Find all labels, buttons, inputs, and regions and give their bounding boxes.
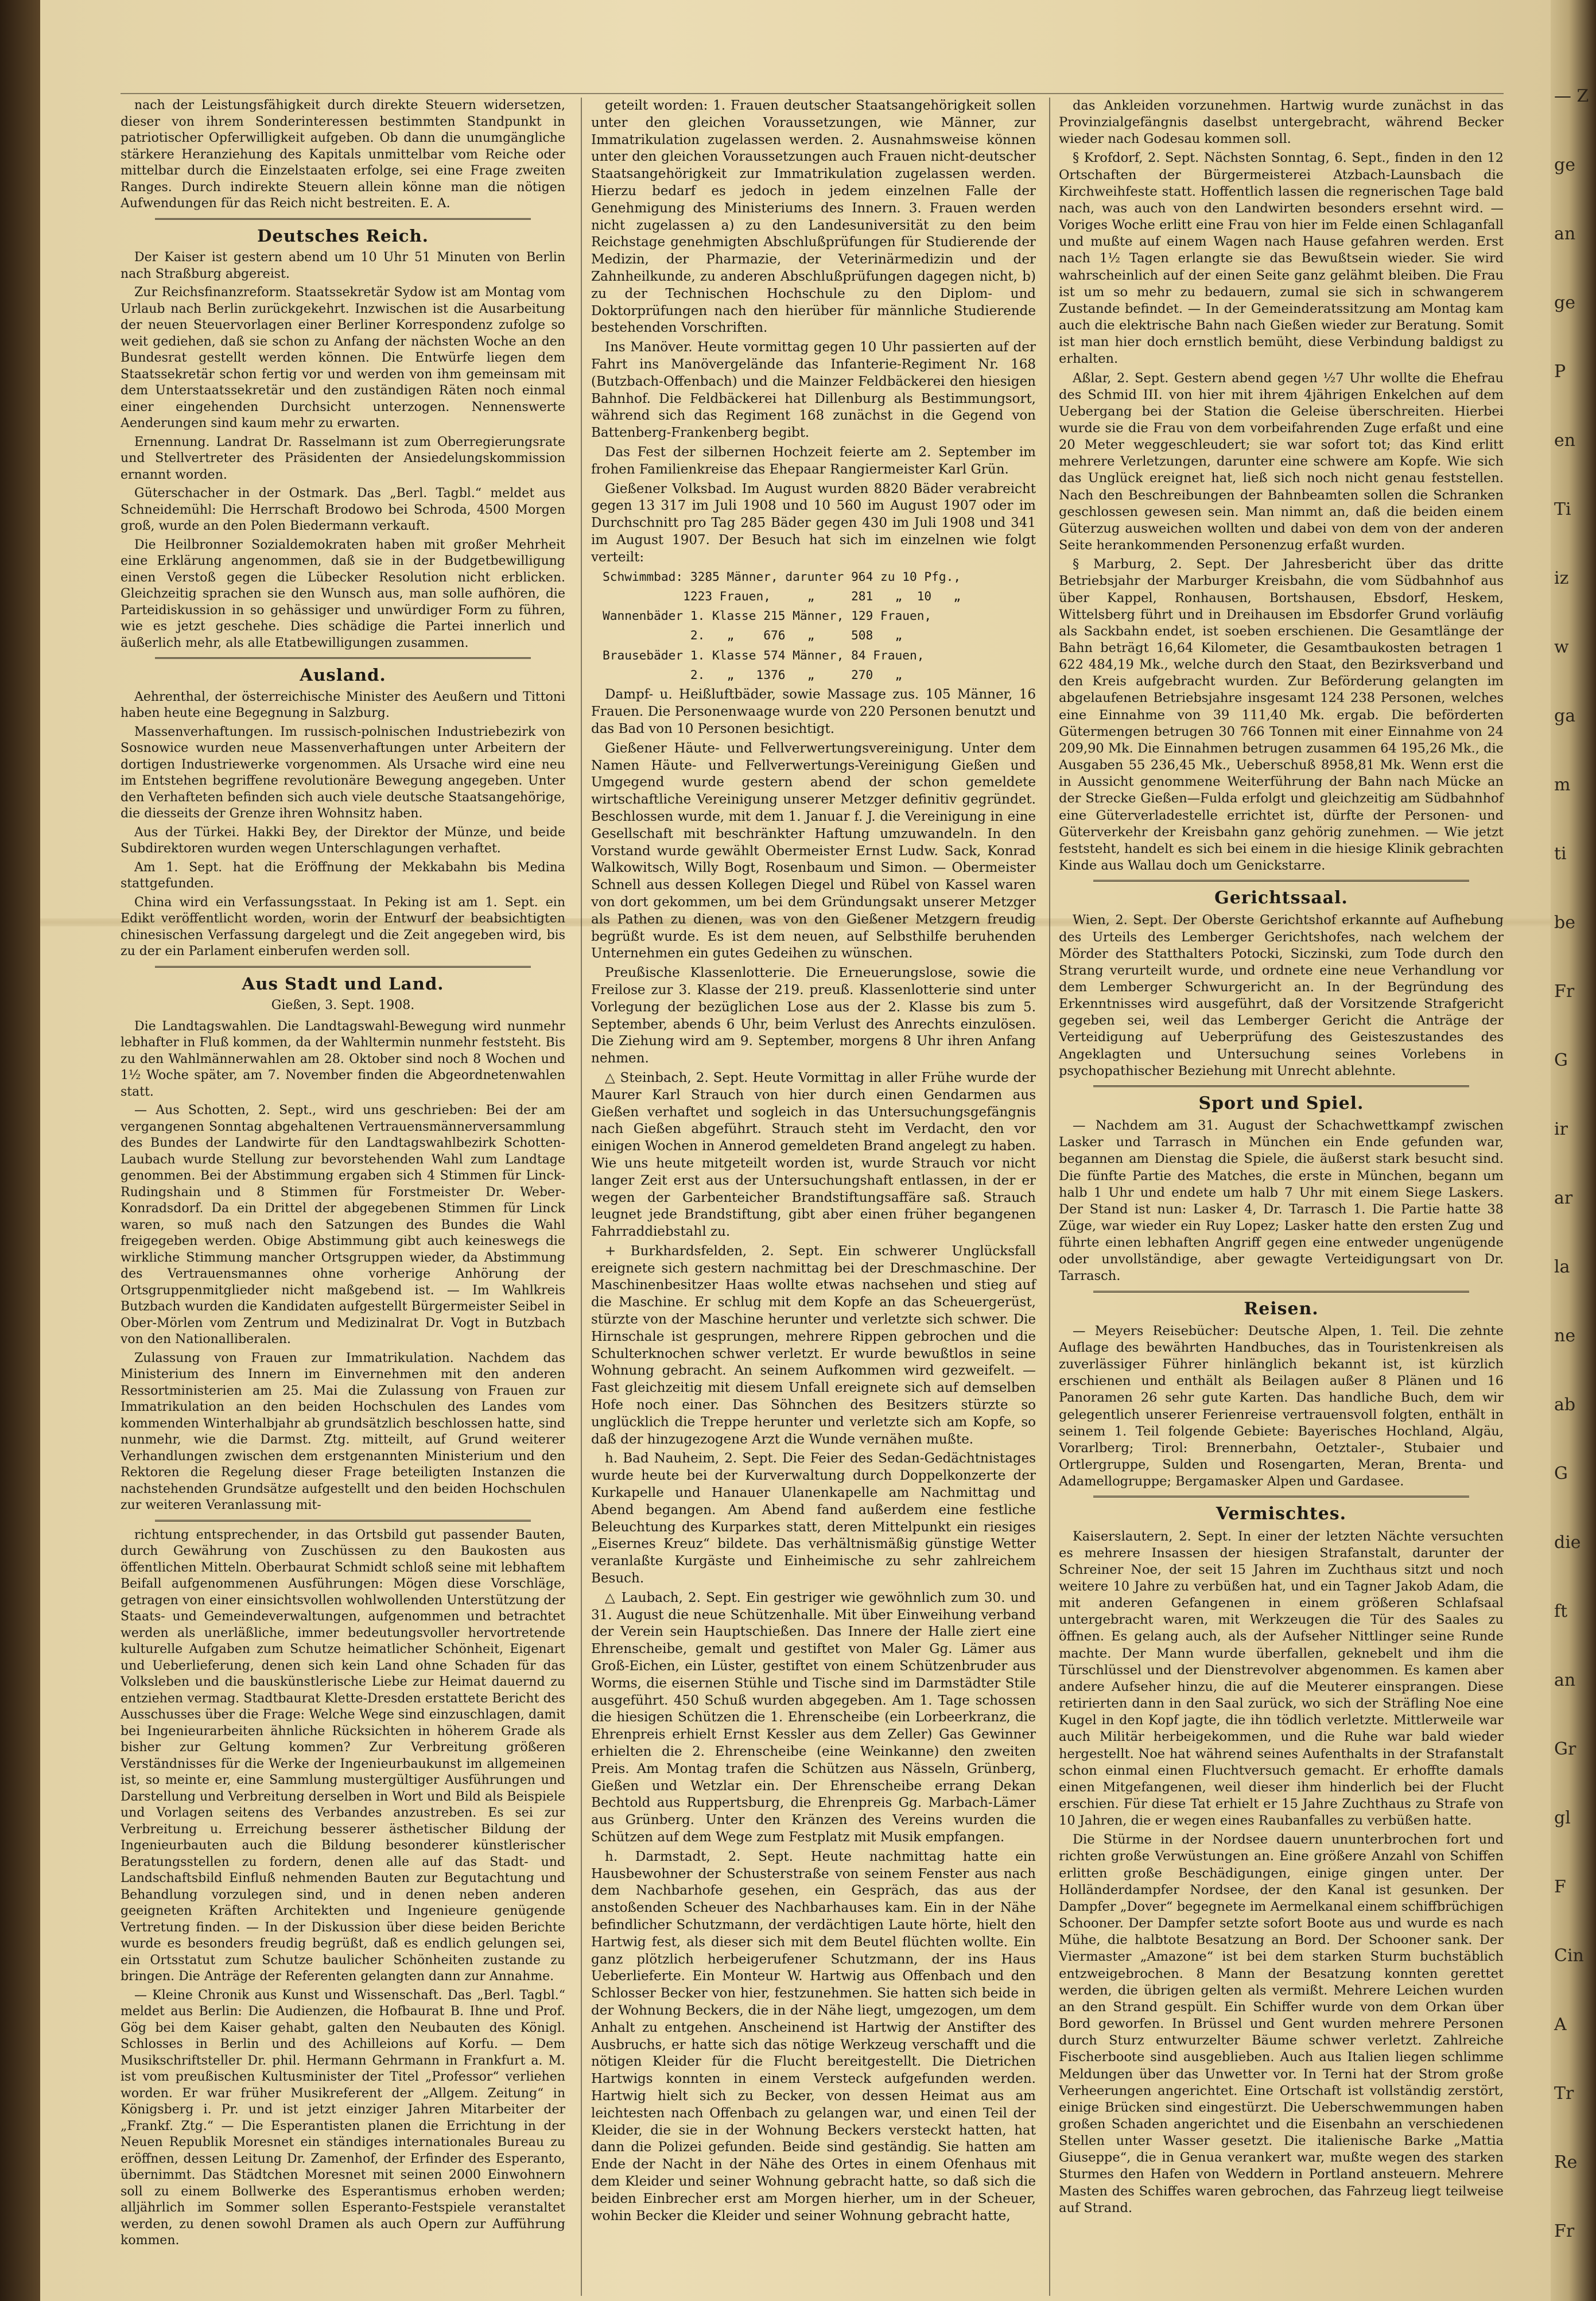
- article-paragraph: Gießener Häute- und Fellverwertungsvereinigung. Unter dem Namen Häute- und Fellverwertungs-Vereinigung Gießen und Umgegend wurde gestern abend der schon gemeldete wirtschaftliche Vereinigung unserer Metzger definitiv gegründet. Beschlossen wurde, mit dem 1. Januar f. J. die Vereinigung in eine Gesellschaft mit beschränkter Haftung umzuwandeln. In den Vorstand wurde gewählt Obermeister Ernst Ludw. Sack, Konrad Walkowitsch, Willy Bogt, Rosenbaum und Simon. — Obermeister Schnell aus dessen Kollegen Diegel und Rübel von Kassel waren von dort gekommen, um bei dem Gründungsakt unserer Metzger als Pathen zu dienen, was von den Gießener Metzgern freudig begrüßt wurde. Es ist dem neuen, auf Selbsthilfe beruhenden Unternehmen ein gutes Gedeihen zu wünschen.: [591, 740, 1036, 961]
- section-heading-ausland: Ausland.: [300, 665, 386, 685]
- adjacent-page-fragment: Re: [1554, 2152, 1578, 2172]
- article-paragraph: Aus der Türkei. Hakki Bey, der Direktor der Münze, und beide Subdirektoren wurden wegen Unterschlagungen verhaftet.: [121, 825, 565, 856]
- article-paragraph: Zulassung von Frauen zur Immatrikulation. Nachdem das Ministerium des Innern im Einvernehmen mit den anderen Ressortministerien am 25. Mai die Zulassung von Frauen zur Immatrikulation an den beiden Hochschulen des Landes vom kommenden Winterhalbjahr ab grundsätzlich beschlossen hatte, sind nunmehr, wie die Darmst. Ztg. mitteilt, auf Grund weiterer Verhandlungen zwischen dem erstgenannten Ministerium und den Rektoren die Regelung dieser Frage beteiligten Instanzen die nachstehenden Grundsätze aufgestellt und den beiden Hochschulen zur weiteren Veranlassung mit-: [121, 1351, 565, 1512]
- adjacent-page-fragment: w: [1554, 637, 1569, 657]
- article-paragraph: Preußische Klassenlotterie. Die Erneuerungslose, sowie die Freilose zur 3. Klasse der 219. preuß. Klassenlotterie sind unter Vorlegung der bezüglichen Lose aus der 2. Klasse bis zum 5. September, abends 6 Uhr, beim Verlust des Anrechts einzulösen. Die Ziehung wird am 9. September, morgens 8 Uhr ihren Anfang nehmen.: [591, 965, 1036, 1066]
- column-rule-1: [581, 98, 582, 2296]
- header-rule: [121, 93, 1504, 94]
- article-paragraph: — Kleine Chronik aus Kunst und Wissenschaft. Das „Berl. Tagbl.“ meldet aus Berlin: Die Audienzen, die Hofbaurat B. Ihne und Prof. Gög bei dem Kaiser gehabt, galten den Neubauten des Königl. Schlosses in Berlin und des Achilleions auf Korfu. — Dem Musikschriftsteller Dr. phil. Hermann Gehrmann in Frankfurt a. M. ist vom preußischen Kultusminister der Titel „Professor“ verliehen worden. Er war früher Musikreferent der „Allgem. Zeitung“ in Königsberg i. Pr. und ist jetzt einziger Jahren Mitarbeiter der „Frankf. Ztg.“ — Die Esperantisten planen die Errichtung in der Neuen Republik Moresnet ein ständiges internationales Bureau zu eröffnen, dessen Leitung Dr. Zamenhof, der Erfinder des Esperanto, übernimmt. Das Städtchen Moresnet mit seinen 2000 Einwohnern soll zu einem Bollwerke des Esperantismus erhoben werden; alljährlich im Sommer sollen Esperanto-Festspiele veranstaltet werden, zu denen sowohl Dramen als auch Opern zur Aufführung kommen.: [121, 1988, 565, 2248]
- adjacent-page-fragment: ir: [1554, 1119, 1568, 1139]
- bath-statistics-line: 2. „ 676 „ 508 „: [603, 628, 903, 643]
- adjacent-page-fragment: Cin: [1554, 1946, 1584, 1966]
- section-divider: [155, 657, 531, 659]
- article-paragraph: Der Kaiser ist gestern abend um 10 Uhr 51 Minuten von Berlin nach Straßburg abgereist.: [121, 250, 565, 281]
- article-paragraph: Aehrenthal, der österreichische Minister des Aeußern und Tittoni haben heute eine Begegnung in Salzburg.: [121, 689, 565, 720]
- article-paragraph: △ Steinbach, 2. Sept. Heute Vormittag in aller Frühe wurde der Maurer Karl Strauch von hier durch einen Gendarmen aus Gießen verhaftet und sogleich in das Untersuchungsgefängnis nach Gießen abgeführt. Strauch steht im Verdacht, den vor einigen Wochen in Annerod gemeldeten Brand angelegt zu haben. Wie uns heute mitgeteilt worden ist, wurde Strauch vor nicht langer Zeit erst aus der Untersuchungshaft entlassen, in der er wegen der Garbenteicher Brandstiftungsaffäre saß. Strauch leugnet jede Brandstiftung, gibt aber einen früher begangenen Fahrraddiebstahl zu.: [591, 1070, 1036, 1240]
- article-paragraph: Massenverhaftungen. Im russisch-polnischen Industriebezirk von Sosnowice wurden neue Massenverhaftungen unter Arbeitern der dortigen Industriewerke vorgenommen. Als Ursache wird eine neu im Entstehen begriffene revolutionäre Bewegung angegeben. Unter den Verhafteten befinden sich auch viele deutsche Staatsangehörige, die diesseits der Grenze ihren Wohnsitz haben.: [121, 724, 565, 821]
- adjacent-page-fragment: ne: [1554, 1326, 1576, 1346]
- adjacent-page-fragment: Fr: [1554, 981, 1575, 1002]
- section-divider: [1093, 1085, 1469, 1087]
- section-heading-vermischtes: Vermischtes.: [1216, 1504, 1347, 1524]
- column-rule-2: [1049, 98, 1050, 2296]
- article-paragraph: △ Laubach, 2. Sept. Ein gestriger wie gewöhnlich zum 30. und 31. August die neue Schützenhalle. Mit über Einweihung verband der Verein sein Hauptschießen. Das Innere der Halle ziert eine Ehrenscheibe, gemalt und gestiftet von Maler Gg. Lämer aus Groß-Eichen, ein Lüster, gestiftet von einem Schützenbruder aus Worms, die eisernen Stühle und Tische sind im Darmstädter Stile ausgeführt. 450 Schuß wurden abgegeben. Am 1. Tage schossen die hiesigen Schützen die 1. Ehrenscheibe (ein Lorbeerkranz, die Ehrenpreis erhielt Ernst Kessler aus dem Zeller) Gas Gewinner erhielten die 2. Ehrenscheibe (eine Weinkanne) den zweiten Preis. Am Montag trafen die Schützen aus Nässeln, Grünberg, Gießen und Wetzlar ein. Der Ehrenscheibe errang Dekan Bechtold aus Ruppertsburg, die Ehrenpreis Gg. Marbach-Lämer aus Grünberg. Unter den Kränzen des Vereins wurden die Schützen auf dem Wege zum Festplatz mit Musik empfangen.: [591, 1590, 1036, 1845]
- bath-statistics-line: Schwimmbad: 3285 Männer, darunter 964 zu 10 Pfg.,: [603, 569, 961, 584]
- article-paragraph: Am 1. Sept. hat die Eröffnung der Mekkabahn bis Medina stattgefunden.: [121, 860, 565, 891]
- adjacent-page-fragment: iz: [1554, 568, 1569, 588]
- adjacent-page-edge: [1551, 0, 1596, 2301]
- article-paragraph: Ins Manöver. Heute vormittag gegen 10 Uhr passierten auf der Fahrt ins Manövergelände das Infanterie-Regiment Nr. 168 (Butzbach-Offenbach) und die Mainzer Feldbäckerei den hiesigen Bahnhof. Die Feldbäckerei hat Dillenburg als Bestimmungsort, während sich das Regiment 168 zunächst in die Gegend von Battenberg-Frankenberg begibt.: [591, 340, 1036, 441]
- adjacent-page-fragment: en: [1554, 430, 1576, 451]
- article-paragraph: — Aus Schotten, 2. Sept., wird uns geschrieben: Bei der am vergangenen Sonntag abgehaltenen Vertrauensmännerversammlung des Bundes der Landwirte für den Landtagswahlbezirk Schotten-Laubach wurde Stellung zur bevorstehenden Wahl zum Landtage genommen. Bei der Abstimmung ergaben sich 4 Stimmen für Linck-Rudingshain und 8 Stimmen für Forstmeister Dr. Weber-Konradsdorf. Da ein Drittel der abgegebenen Stimmen für Linck waren, so muß nach den Satzungen des Bundes die Wahl freigegeben werden. Obige Abstimmung gibt auch keineswegs die wirkliche Stimmung mancher Ortsgruppen wieder, da Abstimmung des Vertrauensmannes ohne vorherige Anhörung der Ortsgruppenmitglieder nicht maßgebend ist. — Im Wahlkreis Butzbach wurden die Kandidaten aufgestellt Bürgermeister Seibel in Ober-Mörlen vom Zentrum und Medizinalrat Dr. Vogt in Butzbach von den Nationalliberalen.: [121, 1103, 565, 1347]
- bath-statistics-line: 1223 Frauen, „ 281 „ 10 „: [603, 588, 961, 603]
- article-paragraph: + Burkhardsfelden, 2. Sept. Ein schwerer Unglücksfall ereignete sich gestern nachmittag bei der Dreschmaschine. Der Maschinenbesitzer Haas wollte etwas nachsehen und stieg auf die Maschine. Er schlug mit dem Kopfe an das Scheuergerüst, stürzte von der Maschine herunter und verletzte sich schwer. Die Hirnschale ist gesprungen, mehrere Rippen gebrochen und die Schulterknochen schwer verletzt. Er wurde bewußtlos in seine Wohnung gebracht. An seinem Aufkommen wird gezweifelt. — Fast gleichzeitig mit diesem Unfall ereignete sich auf demselben Hofe noch einer. Das Söhnchen des Besitzers stürzte so unglücklich die Treppe herunter und verletzte sich am Kopfe, so daß der hinzugezogene Arzt die Wunde vernähen mußte.: [591, 1243, 1036, 1447]
- article-paragraph: Das Fest der silbernen Hochzeit feierte am 2. September im frohen Familienkreise das Ehepaar Rangiermeister Karl Grün.: [591, 444, 1036, 477]
- article-paragraph: Güterschacher in der Ostmark. Das „Berl. Tagbl.“ meldet aus Schneidemühl: Die Herrschaft Brodowo bei Schroda, 4500 Morgen groß, wurde an den Polen Biedermann verkauft.: [121, 486, 565, 533]
- adjacent-page-fragment: Ti: [1554, 499, 1571, 519]
- adjacent-page-fragment: la: [1554, 1257, 1570, 1277]
- adjacent-page-fragment: P: [1554, 362, 1566, 382]
- bath-statistics-line: 2. „ 1376 „ 270 „: [603, 668, 903, 682]
- adjacent-page-fragment: die: [1554, 1532, 1581, 1553]
- section-divider: [1093, 880, 1469, 882]
- adjacent-page-fragment: ga: [1554, 706, 1576, 726]
- article-paragraph: — Meyers Reisebücher: Deutsche Alpen, 1. Teil. Die zehnte Auflage des bewährten Handbuches, das in Touristenkreisen als zuverlässiger Führer hinlänglich bekannt ist, ist kürzlich erschienen und enthält als Beilagen außer 8 Plänen und 16 Panoramen 26 sehr gute Karten. Das handliche Buch, dem wir gelegentlich unserer Ferienreise vertrauensvoll folgten, enthält in seinem 1. Teil folgende Gebiete: Bayerisches Hochland, Algäu, Vorarlberg; Tirol: Brennerbahn, Oetztaler-, Stubaier und Ortlergruppe, Sulden und Rosengarten, Meran, Brenta- und Adamellogruppe; Bergamasker Alpen und Gardasee.: [1059, 1323, 1504, 1489]
- column-3: [1059, 98, 1504, 2219]
- intro-paragraph: nach der Leistungsfähigkeit durch direkte Steuern widersetzen, dieser von ihrem Sonderinteressen bestimmten Standpunkt in patriotischer Opferwilligkeit aufgeben. Ob dann die unumgängliche stärkere Heranziehung des Kapitals unmittelbar vom Reiche oder mittelbar durch die Einzelstaaten erfolge, sei eine Frage zweiten Ranges. Durch indirekte Steuern allein könne man die nötigen Aufwendungen für das Reich nicht bestreiten. E. A.: [121, 98, 565, 211]
- column-2: [591, 98, 1036, 2227]
- adjacent-page-fragment: Gr: [1554, 1739, 1576, 1759]
- section-divider: [155, 966, 531, 968]
- section-heading-stadt-und-land: Aus Stadt und Land.: [242, 973, 444, 994]
- article-paragraph: Aßlar, 2. Sept. Gestern abend gegen ½7 Uhr wollte die Ehefrau des Schmid III. von hier mit ihrem 4jährigen Enkelchen auf dem Uebergang bei der Station die Geleise überschreiten. Hierbei wurde sie die Frau von dem vorbeifahrenden Zuge erfaßt und eine 20 Meter weggeschleudert; sie war sofort tot; das Kind erlitt mehrere Verletzungen, darunter eine schwere am Kopfe. Wie sich das Unglück ereignet hat, ließ sich noch nicht genau feststellen. Nach den Beschreibungen der Bahnbeamten sollen die Schranken geschlossen gewesen sein. Man nimmt an, daß die beiden einem Güterzug ausweichen wollten und dabei von dem von der anderen Seite herankommenden Personenzug erfaßt wurden.: [1059, 370, 1504, 553]
- article-paragraph: § Krofdorf, 2. Sept. Nächsten Sonntag, 6. Sept., finden in den 12 Ortschaften der Bürgermeisterei Atzbach-Launsbach die Kirchweihfeste statt. Hoffentlich lassen die regnerischen Tage bald nach, was auch von den Landwirten besonders ersehnt wird. — Voriges Woche erlitt eine Frau von hier im Felde einen Schlaganfall und mußte auf einem Wagen nach Hause gefahren werden. Erst nach 1½ Tagen erlangte sie das Bewußtsein wieder. Sie wird wahrscheinlich auf der einen Seite ganz gelähmt bleiben. Die Frau ist um so mehr zu bedauern, zumal sie sich in schwangerem Zustande befindet. — In der Gemeinderatssitzung am Montag kam auch die elektrische Bahn nach Gießen wieder zur Beratung. Somit ist man hier doch ernstlich bemüht, diese Verbindung baldigst zu erhalten.: [1059, 150, 1504, 367]
- section-divider: [155, 218, 531, 220]
- adjacent-page-fragment: Fr: [1554, 2221, 1575, 2241]
- article-paragraph: h. Darmstadt, 2. Sept. Heute nachmittag hatte ein Hausbewohner der Schusterstraße von seinem Fenster aus nach dem Nachbarhofe gesehen, ein Gespräch, das aus der anstoßenden Scheuer des Nachbarhauses kam. Ein in der Nähe befindlicher Schutzmann, der verdächtigen Laute hörte, hielt den Hartwig fest, als dieser sich mit dem Beutel flüchten wollte. Ein ganz plötzlich herbeigerufener Schutzmann, der ins Haus Ueberlieferte. Ein Monteur W. Hartwig aus Offenbach und den Schlosser Becker von hier, festzunehmen. Sie hatten sich beide in der Wohnung Beckers, die in der Nähe liegt, umgezogen, um dem Anhalt zu entgehen. Anscheinend ist Hartwig der Anstifter des Ausbruchs, er hatte sich das nötige Werkzeug verschafft und die nötigen Kleider für die Flucht bereitgestellt. Die Dietrichen Hartwigs konnten in einem Versteck aufgefunden werden. Hartwig hielt sich zu Becker, von dessen Heimat aus am leichtesten nach Offenbach zu gelangen war, und einen Teil der Kleider, die sie in der Wohnung Beckers versteckt hatten, hat dann die Polizei gefunden. Beide sind geständig. Sie hatten am Ende der Nacht in der Nähe des Ortes in einem Ofenhaus mit dem Kleider und seiner Wohnung gebracht hatte, so daß sich die beiden Einbrecher erst am Morgen hierher, um in der Scheuer, wohin Becker die Kleider und seiner Wohnung gebracht hatte,: [591, 1849, 1036, 2224]
- adjacent-page-fragment: F: [1554, 1877, 1566, 1897]
- article-paragraph: h. Bad Nauheim, 2. Sept. Die Feier des Sedan-Gedächtnistages wurde heute bei der Kurverwaltung durch Doppelkonzerte der Kurkapelle und Hanauer Ulanenkapelle am Nachmittag und Abend begangen. Am Abend fand außerdem eine festliche Beleuchtung des Kurparkes statt, deren Mittelpunkt ein riesiges „Eisernes Kreuz“ bildete. Das verhältnismäßig günstige Wetter veranlaßte Kurgäste und Einheimische zu sehr zahlreichem Besuch.: [591, 1451, 1036, 1586]
- section-divider: [1093, 1291, 1469, 1293]
- bath-statistics-line: Wannenbäder 1. Klasse 215 Männer, 129 Frauen,: [603, 608, 932, 623]
- section-heading-gerichtssaal: Gerichtssaal.: [1214, 888, 1348, 909]
- article-paragraph: geteilt worden: 1. Frauen deutscher Staatsangehörigkeit sollen unter den gleichen Voraussetzungen, wie Männer, zur Immatrikulation zugelassen werden. 2. Ausnahmsweise können unter den gleichen Voraussetzungen auch Frauen nicht-deutscher Staatsangehörigkeit zur Immatrikulation zugelassen werden. Hierzu bedarf es jedoch in jedem einzelnen Falle der Genehmigung des Ministeriums des Innern. 3. Frauen werden nicht zugelassen a) zu den Landesuniversität zu den beim Reichstage genehmigten Abschlußprüfungen für Studierende der Medizin, der Pharmazie, der Veterinärmedizin und der Zahnheilkunde, zu anderen Abschlußprüfungen dagegen nicht, b) zu der Technischen Hochschule zu den Diplom- und Doktorprüfungen nach den hierüber für männliche Studierende bestehenden Vorschriften.: [591, 98, 1036, 336]
- adjacent-page-fragment: ti: [1554, 844, 1567, 864]
- adjacent-page-fragment: an: [1554, 224, 1576, 244]
- article-paragraph: richtung entsprechender, in das Ortsbild gut passender Bauten, durch Gewährung von Zuschüssen zu den Baukosten aus öffentlichen Mitteln. Oberbaurat Schmidt schloß seine mit lebhaftem Beifall aufgenommenen Ausführungen: Mögen diese Vorschläge, getragen von einer einsichtsvollen wohlwollenden Unterstützung der Staats- und Gemeindeverwaltungen, aufgenommen und betrachtet werden als unerläßliche, immer bedeutungsvoller hervortretende kulturelle Aufgaben zum Schutze heimatlicher Schönheit, Eigenart und Ueberlieferung, denen sich kein Land ohne Schaden für das Volksleben und die bauskünstlerische Liebe zur Heimat dauernd zu entziehen vermag. Stadtbaurat Klette-Dresden erstattete Bericht des Ausschusses über die Frage: Welche Wege sind einzuschlagen, damit bei Ingenieurarbeiten ähnliche Rücksichten in höherem Grade als bisher zur Geltung kommen? Zur Verbreitung größeren Verständnisses für die Werke der Ingenieurbaukunst im allgemeinen ist, so meinte er, eine Sammlung mustergültiger Ausführungen und Darstellung und Verbreitung derselben in Wort und Bild als Beispiele und Vorlagen seitens des Verbandes anzustreben. Es sei zur Verbreitung u. Erreichung besserer ästhetischer Bildung der Ingenieurbauten auch die Bildung besonderer künstlerischer Beratungsstellen zu fordern, denen alle auf das Stadt- und Landschaftsbild Einfluß nehmenden Bauten zur Begutachtung und Behandlung vorzulegen sind, und in denen neben anderen geeigneten Kräften Architekten und Ingenieure genügende Vertretung finden. — In der Diskussion über diese beiden Berichte wurde es besonders freudig begrüßt, daß es endlich gelungen sei, ein Ortsstatut zum Schutze baulicher Schönheiten zustande zu bringen. Die Anträge der Referenten gelangten dann zur Annahme.: [121, 1527, 565, 1984]
- adjacent-page-fragment: be: [1554, 913, 1575, 933]
- adjacent-page-fragment: an: [1554, 1670, 1576, 1690]
- adjacent-page-fragment: A: [1554, 2015, 1567, 2035]
- article-paragraph: Die Heilbronner Sozialdemokraten haben mit großer Mehrheit eine Erklärung angenommen, daß sie in der Budgetbewilligung einen Verstoß gegen die Lübecker Resolution nicht erblicken. Gleichzeitig sprachen sie den Wunsch aus, man solle aufhören, die Parteidiskussion in so gehässiger und unwürdiger Form zu führen, wie es jetzt geschehe. Dies schädige die Partei innerlich und äußerlich mehr, als alle Etatbewilligungen zusammen.: [121, 537, 565, 650]
- article-paragraph: Die Stürme in der Nordsee dauern ununterbrochen fort und richten große Verwüstungen an. Eine größere Anzahl von Schiffen erlitten große Beschädigungen, einige gingen unter. Der Holländerdampfer Nordsee, der den Kanal ist gesunken. Der Dampfer „Dover“ begegnete im Aermelkanal einem schiffbrüchigen Schooner. Der Dampfer setzte sofort Boote aus und wurde es nach Mühe, die halbtote Besatzung an Bord. Der Schooner sank. Der Viermaster „Amazone“ ist bei dem starken Sturm buchstäblich entzweigebrochen. 8 Mann der Besatzung konnten gerettet werden, die übrigen gelten als vermißt. Mehrere Leichen wurden an den Strand gespült. Ein Schiffer wurde von dem Orkan über Bord geworfen. In Brüssel und Gent wurden mehrere Personen durch Sturz entwurzelter Bäume schwer verletzt. Zahlreiche Fischerboote sind ausgeblieben. Auch aus Italien liegen schlimme Meldungen über das Unwetter vor. In Terni hat der Strom große Verheerungen angerichtet. Eine Ortschaft ist vollständig zerstört, einige Brücken sind eingestürzt. Die Ueberschwemmungen haben großen Schaden angerichtet und die Eisenbahn an verschiedenen Stellen unter Wasser gesetzt. Die italienische Barke „Mattia Giuseppe“, die in Genua verankert war, mußte wegen des starken Sturmes den Hafen von Weddern in Portland ansteuern. Mehrere Masten des Schiffes waren gebrochen, das Fahrzeug liegt teilweise auf Strand.: [1059, 1832, 1504, 2215]
- dateline: Gießen, 3. Sept. 1908.: [271, 998, 415, 1012]
- article-paragraph: Kaiserslautern, 2. Sept. In einer der letzten Nächte versuchten es mehrere Insassen der hiesigen Strafanstalt, darunter der Schreiner Noe, der seit 15 Jahren im Zuchthaus sitzt und noch weitere 10 Jahre zu verbüßen hat, und ein Tagner Jakob Adam, die mit anderen Gefangenen in einem größeren Schlafsaal untergebracht waren, mit Werkzeugen die Tür des Saales zu öffnen. Es gelang auch, als der Aufseher Nittlinger seine Runde machte. Der Mann wurde überfallen, geknebelt und ihm die Türschlüssel und der Dienstrevolver abgenommen. Es kamen aber andere Aufseher hinzu, die auf die Meuterer einsprangen. Diese retirierten dann in den Saal zurück, wo sich der Sträfling Noe eine Kugel in den Kopf jagte, die ihn tödlich verletzte. Mittlerweile war auch Militär herbeigekommen, und die Ruhe war bald wieder hergestellt. Noe hat während seines Aufenthalts in der Strafanstalt schon einmal einen Fluchtversuch gemacht. Er erhoffte damals einen Mitgefangenen, weil dieser ihm hinderlich bei der Flucht erschien. Für diese Tat erhielt er 15 Jahre Zuchthaus zu Strafe von 10 Jahren, die er wegen eines Raubanfalles zu verbüßen hatte.: [1059, 1528, 1504, 1829]
- adjacent-page-fragment: — Z: [1554, 86, 1589, 106]
- article-paragraph: das Ankleiden vorzunehmen. Hartwig wurde zunächst in das Provinzialgefängnis daselbst untergebracht, während Becker wieder nach Godesau kommen soll.: [1059, 98, 1504, 147]
- adjacent-page-fragment: ft: [1554, 1601, 1568, 1621]
- adjacent-page-fragment: G: [1554, 1050, 1568, 1070]
- article-paragraph: Gießener Volksbad. Im August wurden 8820 Bäder verabreicht gegen 13 317 im Juli 1908 und 10 560 im August 1907 oder im Durchschnitt pro Tag 285 Bäder gegen 430 im Juli 1908 und 341 im August 1907. Der Besuch hat sich im einzelnen wie folgt verteilt:: [591, 481, 1036, 565]
- section-heading-sport-und-spiel: Sport und Spiel.: [1198, 1093, 1364, 1113]
- article-paragraph: — Nachdem am 31. August der Schachwettkampf zwischen Lasker und Tarrasch in München ein Ende gefunden war, begannen am Dienstag die Spiele, die äußerst stark besucht sind. Die fünfte Partie des Matches, die erste in München, begann um halb 1 Uhr und endete um halb 7 Uhr mit einem Siege Laskers. Der Stand ist nun: Lasker 4, Dr. Tarrasch 1. Die Partie hatte 38 Züge, war wieder ein Ruy Lopez; Lasker hatte den ersten Zug und führte einen lebhaften Angriff gegen eine entweder ungenügende oder unvollständige, aber gewagte Verteidigungsart von Dr. Tarrasch.: [1059, 1118, 1504, 1284]
- bath-statistics-line: Brausebäder 1. Klasse 574 Männer, 84 Frauen,: [603, 647, 925, 662]
- adjacent-page-fragment: ab: [1554, 1395, 1576, 1415]
- section-heading-deutsches-reich: Deutsches Reich.: [257, 226, 429, 246]
- section-divider: [155, 1520, 531, 1522]
- adjacent-page-fragment: G: [1554, 1464, 1568, 1484]
- article-paragraph: Zur Reichsfinanzreform. Staatssekretär Sydow ist am Montag vom Urlaub nach Berlin zurückgekehrt. Inzwischen ist die Ausarbeitung der neuen Steuervorlagen einer Berliner Korrespondenz zufolge so weit gediehen, daß sie schon zu Anfang der nächsten Woche an den Bundesrat gestellt werden können. Die Entwürfe liegen dem Staatssekretär schon fertig vor und werden von ihm gemeinsam mit dem Unterstaatssekretär und den zuständigen Räten noch einmal einer eingehenden Durchsicht unterzogen. Nennenswerte Aenderungen sind kaum mehr zu erwarten.: [121, 285, 565, 430]
- adjacent-page-fragment: ge: [1554, 155, 1575, 175]
- article-paragraph: Die Landtagswahlen. Die Landtagswahl-Bewegung wird nunmehr lebhafter in Fluß kommen, da der Wahltermin nunmehr feststeht. Bis zu den Wahlmännerwahlen am 28. Oktober sind noch 8 Wochen und 1½ Woche später, am 7. November finden die Abgeordnetenwahlen statt.: [121, 1019, 565, 1099]
- article-paragraph: Wien, 2. Sept. Der Oberste Gerichtshof erkannte auf Aufhebung des Urteils des Lemberger Gerichtshofes, nach welchem der Mörder des Statthalters Potocki, Siczinski, zum Tode durch den Strang verurteilt wurde, und ordnete eine neue Verhandlung vor dem Lemberger Schwurgericht an. In der Begründung des Erkenntnisses wird ausgeführt, daß der Vorsitzende Strafgericht gegeben sei, weil das Lemberger Gericht die Anträge der Verteidigung auf Ueberprüfung des Geisteszustandes des Angeklagten und Untersuchung seines Vorlebens in psychopathischer Beziehung mit Unrecht ablehnte.: [1059, 913, 1504, 1078]
- article-paragraph: § Marburg, 2. Sept. Der Jahresbericht über das dritte Betriebsjahr der Marburger Kreisbahn, die vom Südbahnhof aus über Kappel, Ronhausen, Bortshausen, Ebsdorf, Heskem, Wittelsberg führt und in Dreihausen im Ebsdorfer Grund vorläufig als Sackbahn endet, ist soeben erschienen. Die Gesamtlänge der Bahn beträgt 16,64 Kilometer, die Gesamtbaukosten betragen 1 622 484,19 Mk., welche durch den Staat, den Bezirksverband und den Kreis aufgebracht wurden. Zur Beförderung gelangten im abgelaufenen Betriebsjahre insgesamt 124 238 Personen, welches eine Einnahme von 39 111,40 Mk. ergab. Die beförderten Gütermengen betrugen 30 766 Tonnen mit einer Einnahme von 24 209,90 Mk. Die Einnahmen betrugen zusammen 64 195,26 Mk., die Ausgaben 55 236,45 Mk., Ueberschuß 8958,81 Mk. Wenn erst die in Aussicht genommene Weiterführung der Bahn nach Mücke an der Strecke Gießen—Fulda erfolgt und gleichzeitig am Südbahnhof eine Güterverladestelle errichtet ist, dürfte der Personen- und Güterverkehr der Kreisbahn ganz gehörig zunehmen. — Wie jetzt feststeht, handelt es sich bei einem in die hiesige Klinik gebrachten Kinde aus Wallau doch um Genickstarre.: [1059, 557, 1504, 874]
- article-paragraph: China wird ein Verfassungsstaat. In Peking ist am 1. Sept. ein Edikt veröffentlicht worden, worin der Entwurf der beabsichtigten chinesischen Verfassung dargelegt und die Zeit angegeben wird, bis zu der ein Parlament einberufen werden soll.: [121, 895, 565, 959]
- adjacent-page-fragment: ge: [1554, 293, 1575, 313]
- section-divider: [1093, 1496, 1469, 1497]
- section-heading-reisen: Reisen.: [1244, 1298, 1319, 1319]
- article-paragraph: Dampf- u. Heißluftbäder, sowie Massage zus. 105 Männer, 16 Frauen. Die Personenwaage wurde von 220 Personen benutzt und das Bad von 10 Personen besichtigt.: [591, 687, 1036, 736]
- adjacent-page-fragment: Tr: [1554, 2083, 1574, 2104]
- adjacent-page-fragment: m: [1554, 775, 1571, 795]
- column-1: [121, 98, 565, 2252]
- adjacent-page-fragment: ar: [1554, 1188, 1573, 1208]
- adjacent-page-fragment: gl: [1554, 1808, 1571, 1828]
- article-paragraph: Ernennung. Landrat Dr. Rasselmann ist zum Oberregierungsrate und Stellvertreter des Präsidenten der Ansiedelungskommission ernannt worden.: [121, 434, 565, 482]
- page-binding-shadow: [0, 0, 40, 2301]
